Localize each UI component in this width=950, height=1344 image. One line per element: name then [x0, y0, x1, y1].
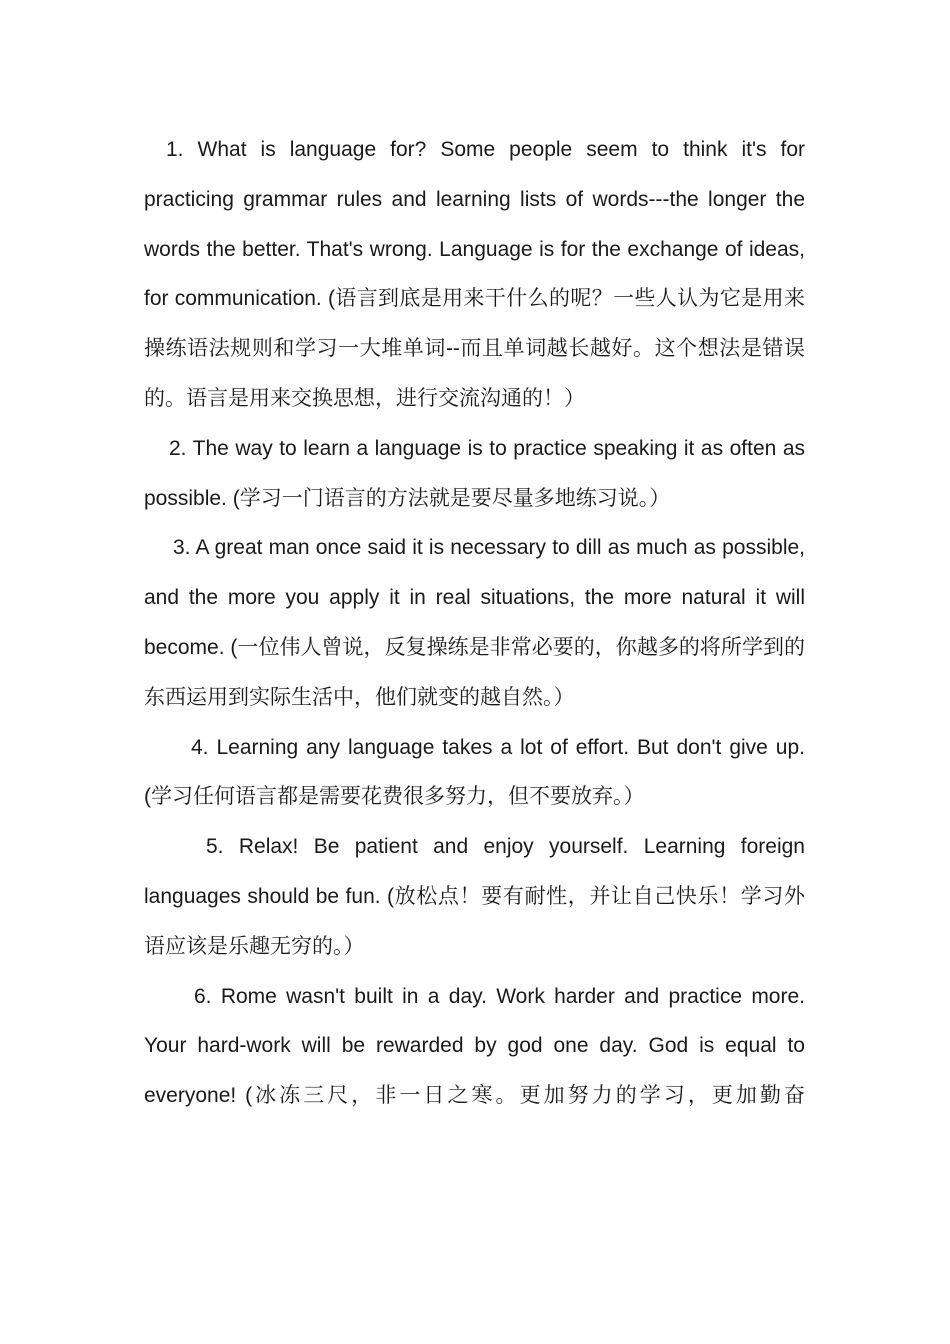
paragraph-5-english: 5. Relax! Be patient and enjoy yourself. Learning foreign languages should be fun.: [144, 835, 805, 908]
document-page: [144, 125, 805, 1121]
paragraph-2-chinese: (学习一门语言的方法就是要尽量多地练习说。）: [232, 486, 671, 510]
paragraph-1-chinese: (语言到底是用来干什么的呢？一些人认为它是用来操练语法规则和学习一大堆单词--而且单词越长越好。这个想法是错误的。语言是用来交换思想，进行交流沟通的！）: [144, 287, 805, 410]
paragraph-1: [144, 125, 805, 424]
paragraph-4: [144, 723, 805, 823]
paragraph-4-chinese: (学习任何语言都是需要花费很多努力，但不要放弃。）: [144, 785, 645, 809]
paragraph-2-english: 2. The way to learn a language is to practice speaking it as often as possible.: [144, 436, 805, 510]
paragraph-3: [144, 523, 805, 722]
paragraph-6-chinese: (冰冻三尺，非一日之寒。更加努力的学习，更加勤奋: [245, 1084, 805, 1108]
paragraph-5: [144, 822, 805, 971]
paragraph-4-english: 4. Learning any language takes a lot of effort. But don't give up.: [191, 735, 805, 759]
paragraph-5-chinese: (放松点！要有耐性，并让自己快乐！学习外语应该是乐趣无穷的。）: [144, 884, 805, 958]
paragraph-2: [144, 424, 805, 524]
paragraph-6-english: 6. Rome wasn't built in a day. Work harder and practice more. Your hard-work will be rewarded by god one day. God is equal to everyone!: [144, 984, 805, 1108]
paragraph-6: [144, 972, 805, 1121]
paragraph-3-english: 3. A great man once said it is necessary to dill as much as possible, and the more you apply it in real situations, the more natural it will become.: [144, 536, 805, 659]
paragraph-3-chinese: (一位伟人曾说，反复操练是非常必要的，你越多的将所学到的东西运用到实际生活中，他们就变的越自然。）: [144, 635, 805, 709]
paragraph-1-english: 1. What is language for? Some people seem to think it's for practicing grammar rules and learning lists of words---the longer the words the better. That's wrong. Language is for the exchange of ideas, for communication.: [144, 138, 805, 311]
